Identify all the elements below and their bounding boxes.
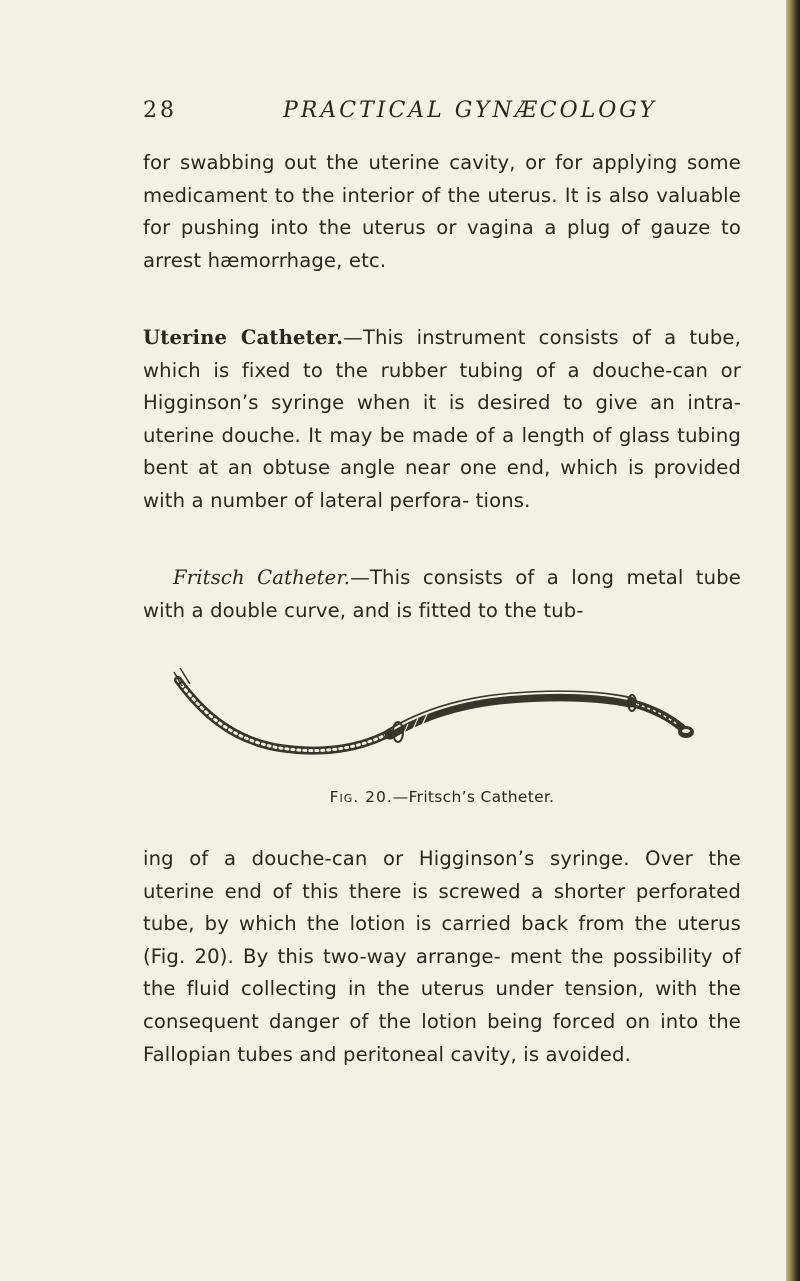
paragraph-text: —This instrument consists of a tube, which is fixed to the rubber tubing of a douche-can or Higginson’s syringe when it is desired to give an intra-uterine douche. It may be made of a length of glass tubing bent at an obtuse angle near one end, which is provided with a number of lateral perfora- tions. bbox=[143, 326, 741, 512]
subsection-heading: Fritsch Catheter. bbox=[173, 566, 351, 589]
figure-label: Fig. 20. bbox=[329, 788, 393, 806]
paragraph-continuation bbox=[143, 843, 741, 1071]
paragraph-text: ing of a douche-can or Higginson’s syringe. Over the uterine end of this there is screwed a shorter perforated tube, by which the lotion is carried back from the uterus (Fig. 20). By this two-way arrange- ment the possibility of the fluid collecting in the uterus under tension, with the consequent danger of the lotion being forced on into the Fallopian tubes and peritoneal cavity, is avoided. bbox=[143, 847, 741, 1066]
page-header bbox=[143, 98, 743, 134]
paragraph-text: for swabbing out the uterine cavity, or for applying some medicament to the interior of the uterus. It is also valuable for pushing into the uterus or vagina a plug of gauze to arrest hæmorrhage, etc. bbox=[143, 151, 741, 272]
figure-caption bbox=[143, 788, 741, 806]
page-edge-shadow bbox=[786, 0, 800, 1281]
paragraph-uterine-catheter bbox=[143, 322, 741, 518]
paragraph-fritsch-catheter bbox=[143, 562, 741, 627]
page-number: 28 bbox=[143, 98, 177, 123]
fritsch-catheter-illustration bbox=[170, 650, 705, 780]
section-heading: Uterine Catheter. bbox=[143, 326, 344, 349]
paragraph-swabbing bbox=[143, 147, 741, 277]
running-title: PRACTICAL GYNÆCOLOGY bbox=[283, 98, 657, 123]
paragraph-text: —This consists of a long metal tube with a double curve, and is fitted to the tub- bbox=[143, 566, 741, 622]
figure-caption-text: —Fritsch’s Catheter. bbox=[392, 788, 555, 806]
